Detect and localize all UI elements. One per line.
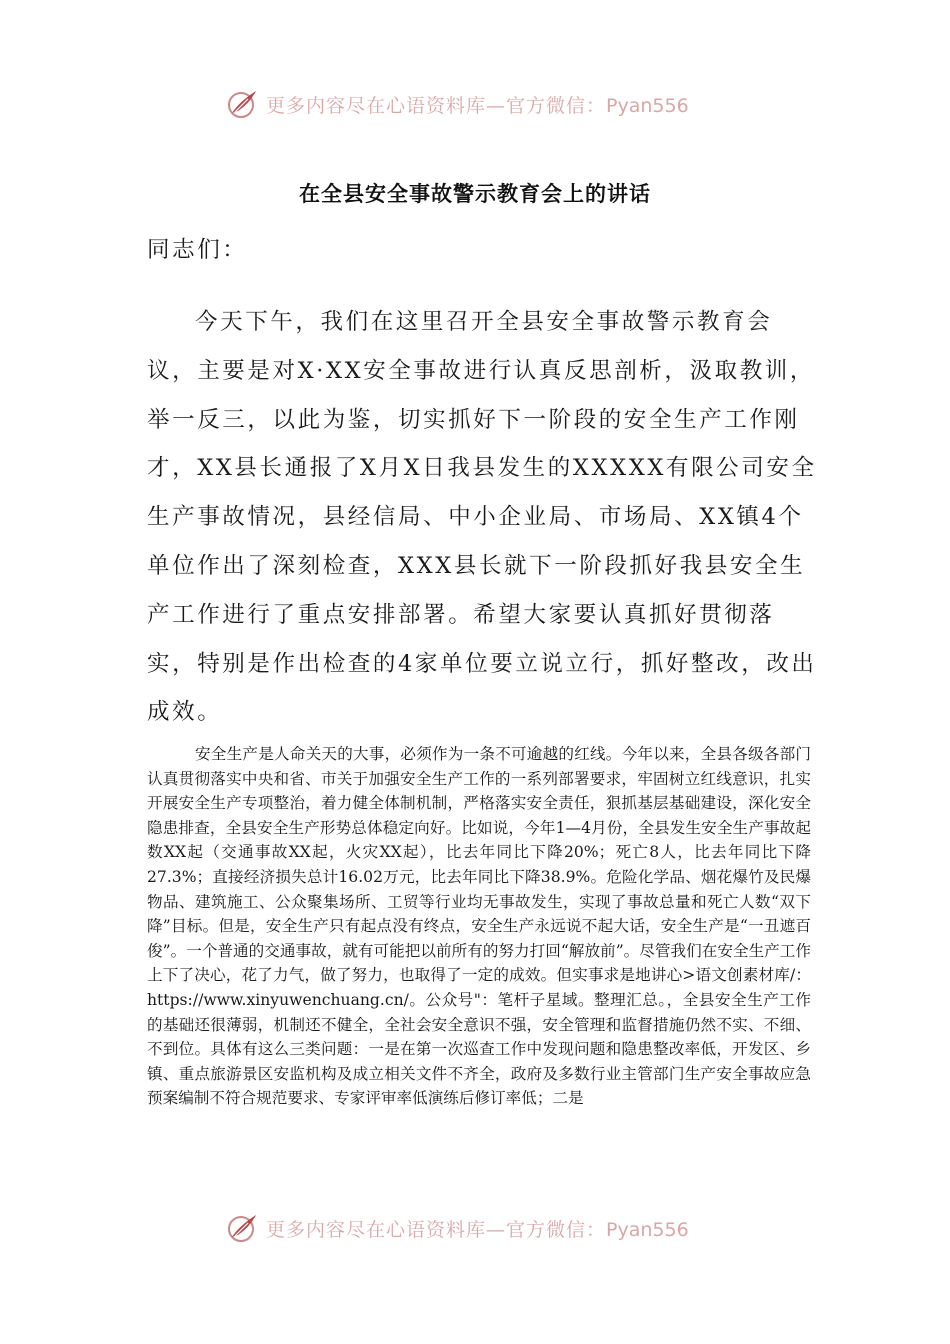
footer-banner xyxy=(226,1210,726,1246)
header-banner xyxy=(226,86,726,122)
banner-text: 更多内容尽在心语资料库—官方微信：Pyan556 xyxy=(266,94,689,117)
quill-logo-icon xyxy=(226,87,260,121)
paragraph-1: 今天下午，我们在这里召开全县安全事故警示教育会议，主要是对X·XX安全事故进行认真反思剖析，汲取教训，举一反三，以此为鉴，切实抓好下一阶段的安全生产工作刚才，XX县长通报了X月X日我县发生的XXXXX有限公司安全生产事故情况，县经信局、中小企业局、市场局、XX镇4个单位作出了深刻检查，XXX县长就下一阶段抓好我县安全生产工作进行了重点安排部署。希望大家要认真抓好贯彻落实，特别是作出检查的4家单位要立说立行，抓好整改，改出成效。 xyxy=(147,309,817,726)
salutation: 同志们： xyxy=(147,237,248,263)
document-title: 在全县安全事故警示教育会上的讲话 xyxy=(299,181,651,206)
banner-text: 更多内容尽在心语资料库—官方微信：Pyan556 xyxy=(266,1218,689,1241)
quill-logo-icon xyxy=(226,1211,260,1245)
paragraph-2: 安全生产是人命关天的大事，必须作为一条不可逾越的红线。今年以来，全县各级各部门认真贯彻落实中央和省、市关于加强安全生产工作的一系列部署要求，牢固树立红线意识，扎实开展安全生产专项整治，着力健全体制机制，严格落实安全责任，狠抓基层基础建设，深化安全隐患排查，全县安全生产形势总体稳定向好。比如说，今年1—4月份，全县发生安全生产事故起数XX起（交通事故XX起，火灾XX起），比去年同比下降20%；死亡8人，比去年同比下降27.3%；直接经济损失总计16.02万元，比去年同比下降38.9%。危险化学品、烟花爆竹及民爆物品、建筑施工、公众聚集场所、工贸等行业均无事故发生，实现了事故总量和死亡人数“双下降”目标。但是，安全生产只有起点没有终点，安全生产永远说不起大话，安全生产是“一丑遮百俊”。一个普通的交通事故，就有可能把以前所有的努力打回“解放前”。尽管我们在安全生产工作上下了决心，花了力气，做了努力，也取得了一定的成效。但实事求是地讲心>语文创素材库/：https://www.xinyuwenchuang.cn/。公众号"：笔杆子星域。整理汇总。，全县安全生产工作的基础还很薄弱，机制还不健全，全社会安全意识不强，安全管理和监督措施仍然不实、不细、不到位。具体有这么三类问题：一是在第一次巡查工作中发现问题和隐患整改率低，开发区、乡镇、重点旅游景区安监机构及成立相关文件不齐全，政府及多数行业主管部门生产安全事故应急预案编制不符合规范要求、专家评审率低演练后修订率低；二是 xyxy=(147,745,811,1108)
